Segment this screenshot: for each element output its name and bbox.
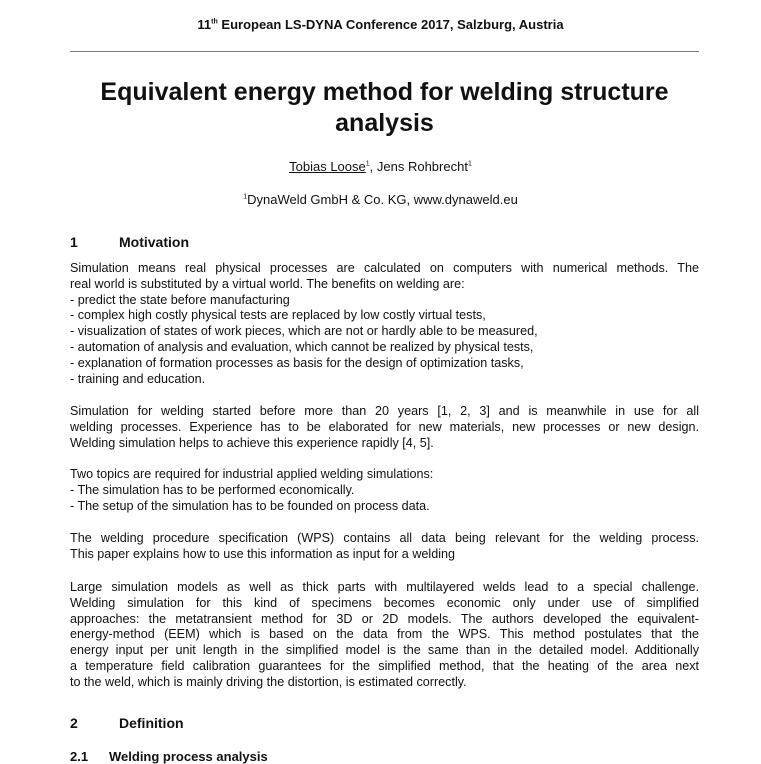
list-item: - predict the state before manufacturing (70, 292, 290, 307)
text-line: real world is substituted by a virtual world. The benefits on welding are: (70, 276, 465, 291)
author-list (0, 159, 761, 174)
text-line: This paper explains how to use this information as input for a welding (70, 546, 456, 561)
author-name: Tobias Loose (289, 159, 366, 174)
text-line: to the weld, which is mainly driving the distortion, is estimated correctly. (70, 674, 467, 689)
list-item: - The simulation has to be performed economically. (70, 482, 355, 497)
text-line: Two topics are required for industrial applied welding simulations: (70, 467, 434, 481)
affiliation-marker: 1 (467, 160, 472, 168)
paper-title (70, 77, 699, 139)
text-line: Simulation for welding started before more than 20 years [1, 2, 3] and is meanwhile in use for all (70, 404, 699, 418)
text-line: Large simulation models as well as thick parts with multilayered welds lead to a special challenge. (70, 580, 699, 594)
paragraph (70, 404, 699, 451)
affiliation-text: DynaWeld GmbH & Co. KG, www.dynaweld.eu (247, 192, 518, 207)
section-number: 1 (70, 234, 78, 250)
conference-number: 11 (197, 17, 212, 32)
section-number: 2 (70, 715, 78, 731)
paragraph (70, 467, 699, 514)
affiliation-marker: 1 (243, 193, 248, 201)
conference-ordinal: th (211, 18, 218, 26)
subsection-heading (70, 749, 268, 764)
text-line: approaches: the metatransient method for 3D or 2D models. The authors developed the equivalent- (70, 611, 699, 626)
title-line-2: analysis (335, 109, 434, 137)
list-item: - The setup of the simulation has to be founded on process data. (70, 498, 430, 513)
text-line: energy input per unit length in the simplified model is the same than in the detailed model. Additionally (70, 643, 699, 658)
section-number: 2.1 (70, 749, 89, 764)
list-item: - complex high costly physical tests are replaced by low costly virtual tests, (70, 308, 486, 323)
list-item: - training and education. (70, 371, 206, 386)
author-separator: , (369, 159, 377, 174)
text-line: The welding procedure specification (WPS) contains all data being relevant for the welding process. (70, 531, 699, 545)
text-line: Welding simulation for this kind of specimens becomes economic only under use of simplified (70, 595, 699, 610)
text-line: Welding simulation helps to achieve this experience rapidly [4, 5]. (70, 435, 434, 450)
section-heading (70, 234, 189, 250)
section-title: Definition (119, 715, 184, 731)
header-rule (70, 51, 699, 52)
author-name: Jens Rohbrecht (376, 159, 468, 174)
list-item: - visualization of states of work pieces, which are not or hardly able to be measured, (70, 324, 538, 339)
affiliation-marker: 1 (365, 160, 370, 168)
section-title: Motivation (119, 234, 189, 250)
conference-name: European LS-DYNA Conference 2017, Salzburg, Austria (217, 17, 564, 32)
section-heading (70, 715, 184, 731)
list-item: - automation of analysis and evaluation, which cannot be realized by physical tests, (70, 339, 534, 354)
text-line: Simulation means real physical processes are calculated on computers with numerical methods. The (70, 261, 699, 275)
section-title: Welding process analysis (109, 749, 268, 764)
paragraph (70, 261, 699, 387)
affiliation (0, 192, 761, 207)
title-line-1: Equivalent energy method for welding structure (100, 78, 669, 106)
paragraph (70, 580, 699, 691)
conference-header (0, 17, 761, 32)
text-line: welding processes. Experience has to be elaborated for new materials, new processes or new design. (70, 419, 699, 434)
text-line: energy-method (EEM) which is based on the data from the WPS. This method postulates that the (70, 627, 699, 642)
text-line: a temperature field calibration guarantees for the simplified method, that the heating of the area next (70, 658, 699, 673)
paragraph (70, 531, 699, 563)
list-item: - explanation of formation processes as basis for the design of optimization tasks, (70, 355, 524, 370)
